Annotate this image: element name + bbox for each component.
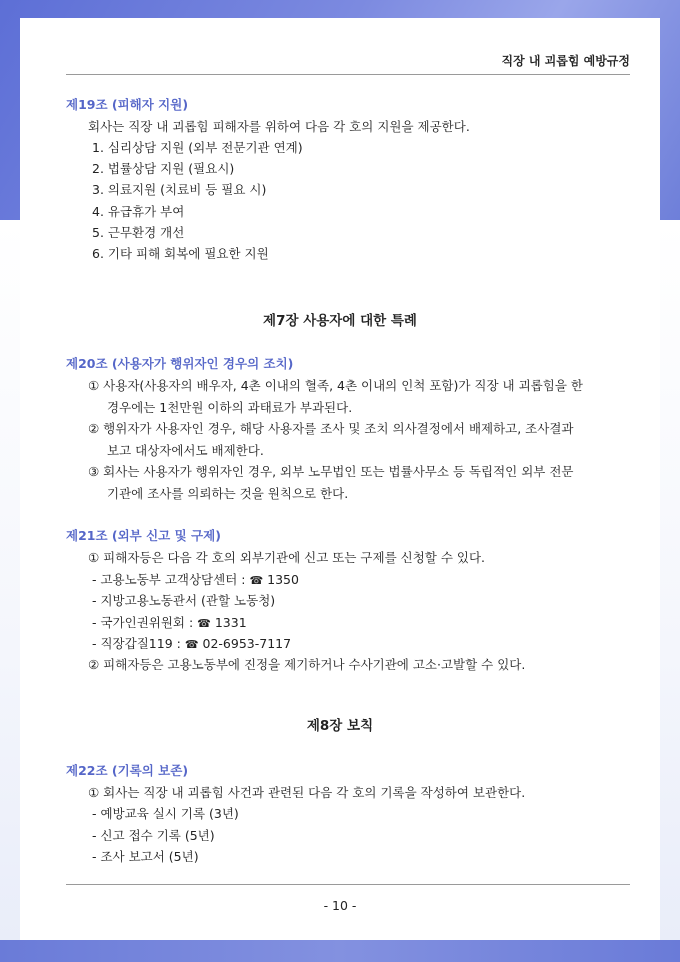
article-20-para-2: ② 행위자가 사용자인 경우, 해당 사용자를 조사 및 조치 의사결정에서 배제하고, 조사결과 (88, 421, 574, 436)
list-item: 4. 유급휴가 부여 (92, 204, 185, 219)
article-20-para-1-cont: 경우에는 1천만원 이하의 과태료가 부과된다. (107, 400, 353, 415)
article-20-para-3: ③ 회사는 사용자가 행위자인 경우, 외부 노무법인 또는 법률사무소 등 독립적인 외부 전문 (88, 464, 574, 479)
list-item: - 신고 접수 기록 (5년) (92, 828, 215, 843)
list-item: 5. 근무환경 개선 (92, 225, 185, 240)
article-20-title: 제20조 (사용자가 행위자인 경우의 조치) (66, 356, 294, 371)
phone-icon: ☎ (197, 617, 211, 630)
phone-icon: ☎ (184, 638, 199, 651)
list-item: 6. 기타 피해 회복에 필요한 지원 (92, 246, 269, 261)
article-20-para-1: ① 사용자(사용자의 배우자, 4촌 이내의 혈족, 4촌 이내의 인척 포함)가 직장 내 괴롭힘을 한 (88, 378, 583, 393)
footer-divider (66, 884, 630, 885)
article-19-title: 제19조 (피해자 지원) (66, 97, 189, 112)
article-19-intro: 회사는 직장 내 괴롭힘 피해자를 위하여 다음 각 호의 지원을 제공한다. (88, 119, 470, 134)
list-item: - 지방고용노동관서 (관할 노동청) (92, 593, 276, 608)
list-item: 1. 심리상담 지원 (외부 전문기관 연계) (92, 140, 303, 155)
list-item: - 조사 보고서 (5년) (92, 849, 199, 864)
running-header: 직장 내 괴롭힘 예방규정 (66, 52, 630, 75)
article-22-title: 제22조 (기록의 보존) (66, 763, 189, 778)
list-item: - 직장갑질119 : ☎ 02-6953-7117 (92, 636, 292, 651)
list-item: 3. 의료지원 (치료비 등 필요 시) (92, 182, 267, 197)
article-21-para-1: ① 피해자등은 다음 각 호의 외부기관에 신고 또는 구제를 신청할 수 있다. (88, 550, 485, 565)
page-number: - 10 - (323, 898, 357, 913)
phone-icon: ☎ (249, 574, 264, 587)
list-item: - 예방교육 실시 기록 (3년) (92, 806, 239, 821)
article-21-title: 제21조 (외부 신고 및 구제) (66, 528, 221, 543)
article-21-para-2: ② 피해자등은 고용노동부에 진정을 제기하거나 수사기관에 고소·고발할 수 있다. (88, 657, 526, 672)
chapter-8-title: 제8장 보칙 (306, 718, 374, 734)
article-20-para-2-cont: 보고 대상자에서도 배제한다. (107, 443, 264, 458)
list-item: - 고용노동부 고객상담센터 : ☎ 1350 (92, 572, 299, 587)
list-item: - 국가인권위원회 : ☎ 1331 (92, 615, 247, 630)
chapter-7-title: 제7장 사용자에 대한 특례 (263, 313, 417, 329)
article-22-para-1: ① 회사는 직장 내 괴롭힘 사건과 관련된 다음 각 호의 기록을 작성하여 보관한다. (88, 785, 526, 800)
article-20-para-3-cont: 기관에 조사를 의뢰하는 것을 원칙으로 한다. (107, 486, 349, 501)
background-bottom (0, 940, 680, 962)
list-item: 2. 법률상담 지원 (필요시) (92, 161, 235, 176)
document-page (20, 18, 660, 940)
